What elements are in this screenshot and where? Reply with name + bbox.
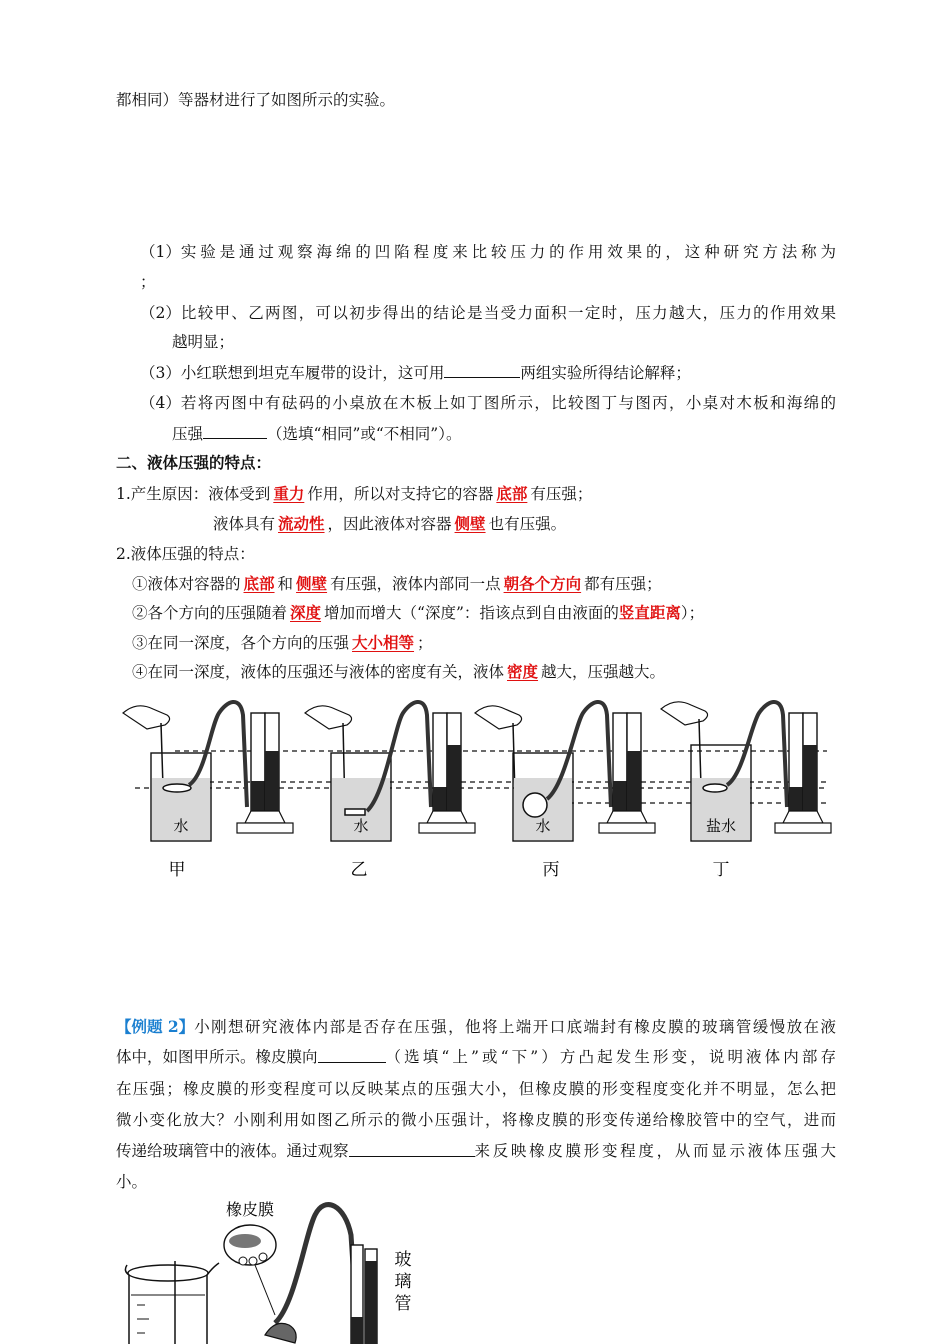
question-3-blank[interactable]	[444, 361, 520, 378]
hand-icon	[475, 706, 522, 729]
question-4-text: 若将丙图中有砝码的小桌放在木板上如丁图所示，比较图丁与图丙，小桌对木板和海绵的	[180, 394, 836, 412]
label-rubber-membrane: 橡皮膜	[225, 1200, 275, 1219]
cause-text-d: 液体具有	[213, 515, 276, 533]
membrane-inset	[224, 1225, 276, 1315]
intro-line: 都相同）等器材进行了如图所示的实验。	[116, 91, 396, 109]
question-4-cont-post: （选填“相同”或“不相同”）。	[267, 425, 462, 443]
cause-label: 1.产生原因：	[116, 485, 209, 503]
answer-gravity: 重力	[273, 484, 305, 503]
features-label: 2.液体压强的特点：	[116, 545, 255, 563]
feature-1-answer-directions: 朝各个方向	[503, 574, 582, 593]
cause-text-e: ，因此液体对容器	[327, 515, 452, 533]
label-tube-2: 璃	[394, 1272, 412, 1292]
caption-bing: 丙	[542, 860, 560, 880]
cause-text-a: 液体受到	[208, 485, 271, 503]
feature-1-d: 都有压强；	[584, 575, 662, 593]
example-2-line-1	[116, 1016, 836, 1038]
cause-line-2	[213, 513, 566, 535]
feature-2-answer-vertical: 竖直距离	[618, 603, 681, 622]
answer-fluidity: 流动性	[278, 514, 325, 533]
liquid-label-yi: 水	[353, 817, 369, 835]
example-2-line-5	[116, 1140, 836, 1162]
question-4-number: （4）	[140, 394, 181, 412]
cause-text-b: 作用，所以对支持它的容器	[307, 485, 494, 503]
beaker-with-tube	[125, 1261, 219, 1344]
feature-1-answer-wall: 侧壁	[296, 574, 328, 593]
example-2-line-2	[116, 1046, 836, 1068]
question-1-number: （1）	[140, 243, 181, 261]
cause-text-f: 也有压强。	[488, 515, 567, 533]
caption-ding: 丁	[712, 860, 730, 880]
feature-1-a: ①液体对容器的	[132, 575, 241, 593]
example-2-tag: 【例题 2】	[116, 1017, 195, 1036]
apparatus-bing	[475, 702, 655, 841]
apparatus-ding	[661, 702, 831, 841]
hand-icon	[305, 706, 352, 729]
feature-3-a: ③在同一深度，各个方向的压强	[132, 634, 350, 652]
figure-micro-pressure-gauge	[115, 1195, 435, 1344]
feature-1-answer-bottom: 底部	[243, 574, 275, 593]
hand-icon	[661, 702, 708, 725]
question-4-continuation	[172, 422, 461, 445]
apparatus-jia	[123, 702, 293, 841]
glass-tube	[351, 1245, 377, 1344]
question-3-pre: 小红联想到坦克车履带的设计，这可用	[180, 364, 445, 382]
feature-4	[132, 661, 665, 683]
example-2-blank-direction[interactable]	[318, 1046, 386, 1063]
question-1-tail: ；	[140, 273, 156, 291]
feature-1-b: 和	[277, 575, 294, 593]
hand-icon	[123, 706, 170, 729]
example-2-text-2b: （选填“上”或“下”）方凸起发生形变，说明液体内部存	[385, 1048, 836, 1066]
question-3-post: 两组实验所得结论解释；	[520, 364, 691, 382]
example-2-line-6: 小。	[116, 1173, 148, 1191]
feature-2-c: ）；	[680, 604, 705, 622]
label-tube-1: 玻	[394, 1250, 412, 1270]
feature-2-answer-depth: 深度	[290, 603, 322, 622]
example-2-text-1: 小刚想研究液体内部是否存在压强，他将上端开口底端封有橡皮膜的玻璃管缓慢放在液	[194, 1018, 836, 1036]
feature-2	[132, 602, 704, 624]
answer-bottom: 底部	[496, 484, 528, 503]
question-2-continuation: 越明显；	[172, 333, 235, 351]
feature-3-b: ；	[417, 634, 433, 652]
example-2-line-4: 微小变化放大？小刚利用如图乙所示的微小压强计，将橡皮膜的形变传递给橡胶管中的空气，进而	[116, 1111, 836, 1129]
liquid-label-bing: 水	[535, 817, 551, 835]
question-1	[140, 241, 836, 263]
feature-4-answer-density: 密度	[507, 662, 539, 681]
feature-2-a: ②各个方向的压强随着	[132, 604, 288, 622]
question-1-text: 实验是通过观察海绵的凹陷程度来比较压力的作用效果的，这种研究方法称为	[180, 243, 836, 261]
question-4-blank[interactable]	[203, 422, 267, 439]
section-2-heading: 二、液体压强的特点：	[116, 453, 272, 472]
apparatus-yi	[305, 702, 475, 841]
feature-1	[132, 573, 662, 595]
example-2-text-5b: 来反映橡皮膜形变程度，从而显示液体压强大	[474, 1142, 836, 1160]
cause-text-c: 有压强；	[530, 485, 593, 503]
question-2	[140, 302, 836, 324]
label-tube-3: 管	[394, 1294, 412, 1314]
example-2-text-5a: 传递给玻璃管中的液体。通过观察	[116, 1142, 349, 1160]
feature-4-a: ④在同一深度，液体的压强还与液体的密度有关，液体	[132, 663, 505, 681]
figure-pressure-gauge	[115, 685, 835, 885]
example-2-text-2a: 体中，如图甲所示。橡皮膜向	[116, 1048, 318, 1066]
liquid-label-jia: 水	[173, 817, 189, 835]
feature-3	[132, 632, 433, 654]
question-2-text: 比较甲、乙两图，可以初步得出的结论是当受力面积一定时，压力越大，压力的作用效果	[180, 304, 836, 322]
feature-3-answer-equal: 大小相等	[352, 633, 415, 652]
example-2-line-3: 在压强；橡皮膜的形变程度可以反映某点的压强大小，但橡皮膜的形变程度变化并不明显，怎么把	[116, 1080, 836, 1098]
caption-jia: 甲	[168, 860, 186, 880]
question-3	[140, 361, 691, 384]
liquid-label-ding: 盐水	[705, 817, 737, 835]
question-4-cont-pre: 压强	[172, 425, 204, 443]
feature-1-c: 有压强，液体内部同一点	[330, 575, 501, 593]
feature-4-b: 越大，压强越大。	[541, 663, 666, 681]
question-3-number: （3）	[140, 364, 181, 382]
answer-side-wall: 侧壁	[454, 514, 486, 533]
feature-2-b: 增加而增大（“深度”：指该点到自由液面的	[324, 604, 619, 622]
question-2-number: （2）	[140, 304, 181, 322]
example-2-blank-observe[interactable]	[349, 1140, 475, 1157]
caption-yi: 乙	[350, 860, 368, 880]
cause-line-1	[116, 483, 592, 505]
question-4	[140, 392, 836, 414]
